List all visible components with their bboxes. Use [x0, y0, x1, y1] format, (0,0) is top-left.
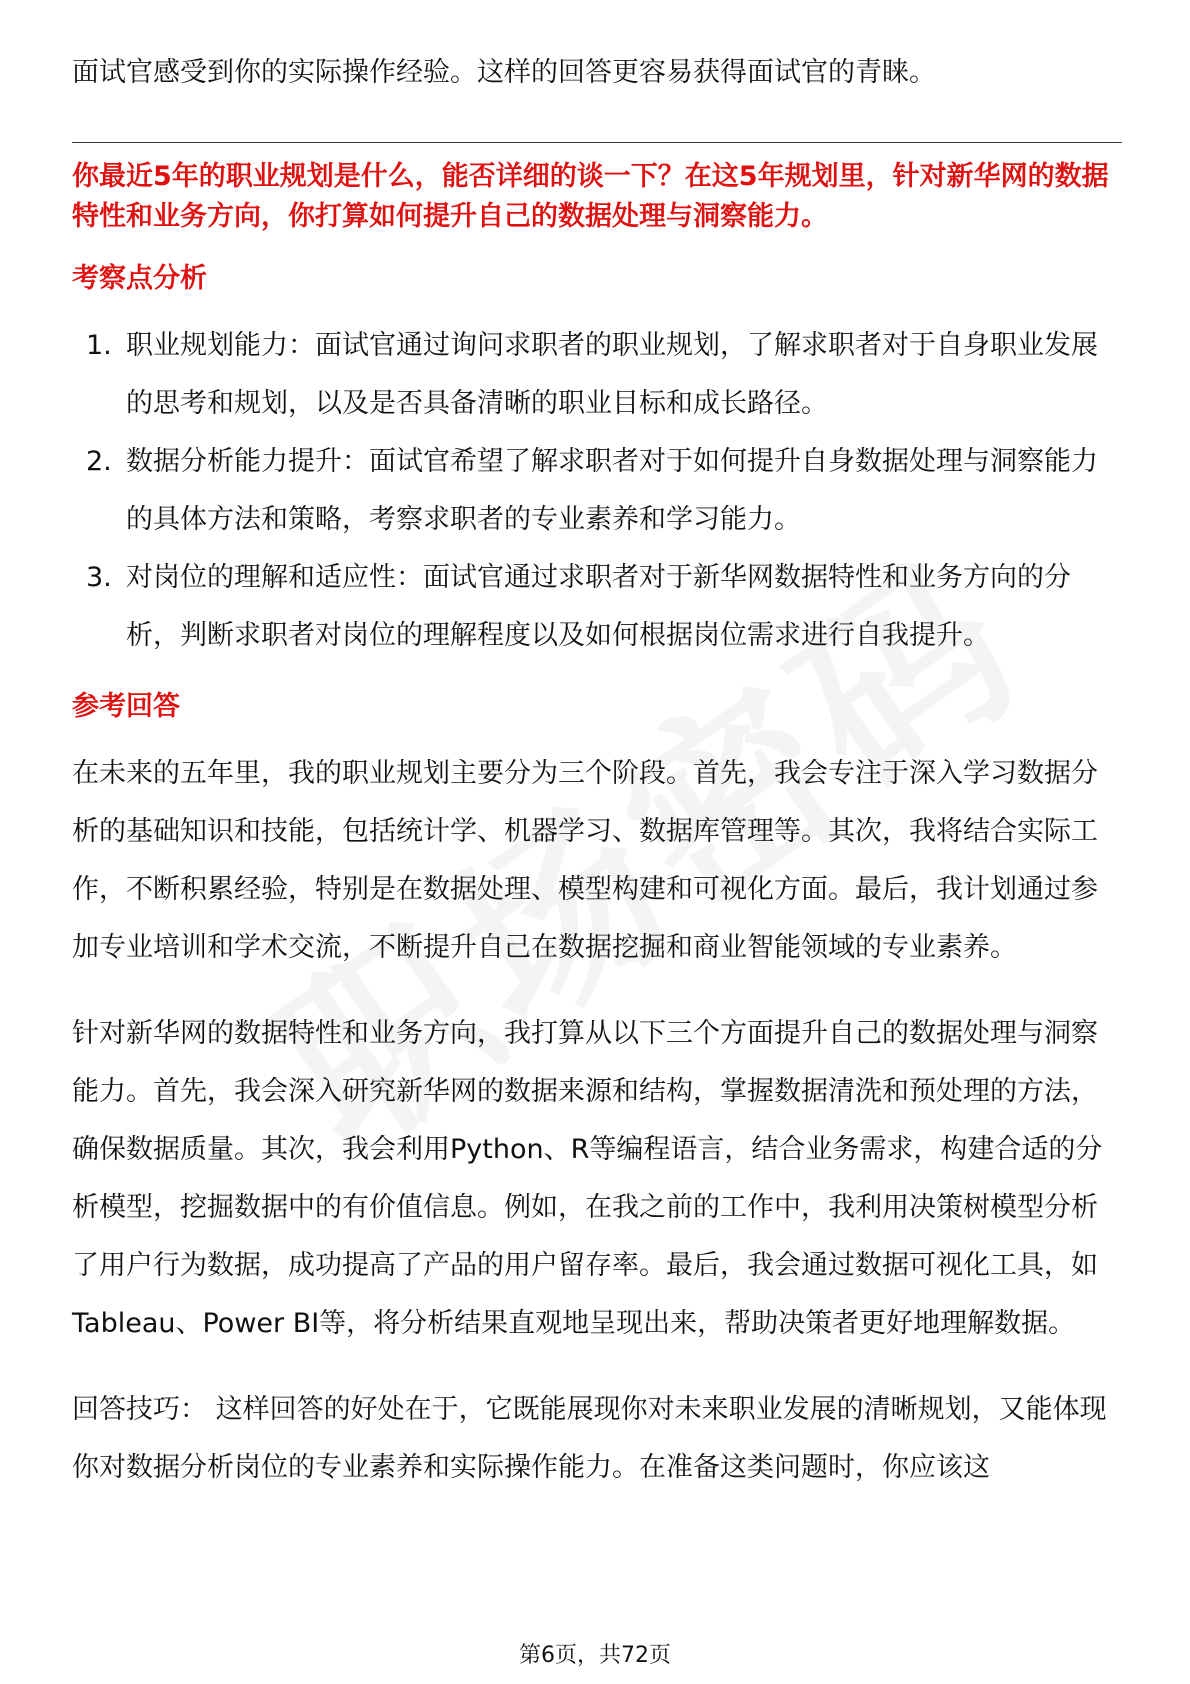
list-item-number: 1.	[86, 330, 112, 361]
paragraph-gap	[72, 1353, 1122, 1381]
section-divider	[72, 142, 1122, 143]
list-item-text: 职业规划能力：面试官通过询问求职者的职业规划，了解求职者对于自身职业发展的思考和规划，以及是否具备清晰的职业目标和成长路径。	[126, 330, 1098, 419]
answer-paragraph-1: 在未来的五年里，我的职业规划主要分为三个阶段。首先，我会专注于深入学习数据分析的基础知识和技能，包括统计学、机器学习、数据库管理等。其次，我将结合实际工作，不断积累经验，特别是在数据处理、模型构建和可视化方面。最后，我计划通过参加专业培训和学术交流，不断提升自己在数据挖掘和商业智能领域的专业素养。	[72, 758, 1098, 963]
page-content	[72, 44, 1122, 1497]
list-item-text: 对岗位的理解和适应性：面试官通过求职者对于新华网数据特性和业务方向的分析，判断求职者对岗位的理解程度以及如何根据岗位需求进行自我提升。	[126, 562, 1071, 651]
list-item-number: 3.	[86, 562, 112, 593]
analysis-list	[72, 317, 1122, 665]
list-item-text: 数据分析能力提升：面试官希望了解求职者对于如何提升自身数据处理与洞察能力的具体方法和策略，考察求职者的专业素养和学习能力。	[126, 446, 1098, 535]
intro-tail-text: 面试官感受到你的实际操作经验。这样的回答更容易获得面试官的青睐。	[72, 57, 936, 88]
page-number-footer: 第6页，共72页	[519, 1643, 671, 1668]
list-item	[72, 549, 1122, 665]
analysis-heading: 考察点分析	[72, 263, 207, 294]
paragraph-gap	[72, 977, 1122, 1005]
interview-question: 你最近5年的职业规划是什么，能否详细的谈一下？在这5年规划里，针对新华网的数据特性和业务方向，你打算如何提升自己的数据处理与洞察能力。	[72, 161, 1109, 232]
list-item	[72, 317, 1122, 433]
reference-heading: 参考回答	[72, 691, 180, 722]
answer-tip: 回答技巧： 这样回答的好处在于，它既能展现你对未来职业发展的清晰规划，又能体现你对数据分析岗位的专业素养和实际操作能力。在准备这类问题时，你应该这	[72, 1394, 1107, 1483]
answer-paragraph-2: 针对新华网的数据特性和业务方向，我打算从以下三个方面提升自己的数据处理与洞察能力。首先，我会深入研究新华网的数据来源和结构，掌握数据清洗和预处理的方法，确保数据质量。其次，我会利用Python、R等编程语言，结合业务需求，构建合适的分析模型，挖掘数据中的有价值信息。例如，在我之前的工作中，我利用决策树模型分析了用户行为数据，成功提高了产品的用户留存率。最后，我会通过数据可视化工具，如Tableau、Power BI等，将分析结果直观地呈现出来，帮助决策者更好地理解数据。	[72, 1018, 1103, 1339]
list-item	[72, 433, 1122, 549]
list-item-number: 2.	[86, 446, 112, 477]
